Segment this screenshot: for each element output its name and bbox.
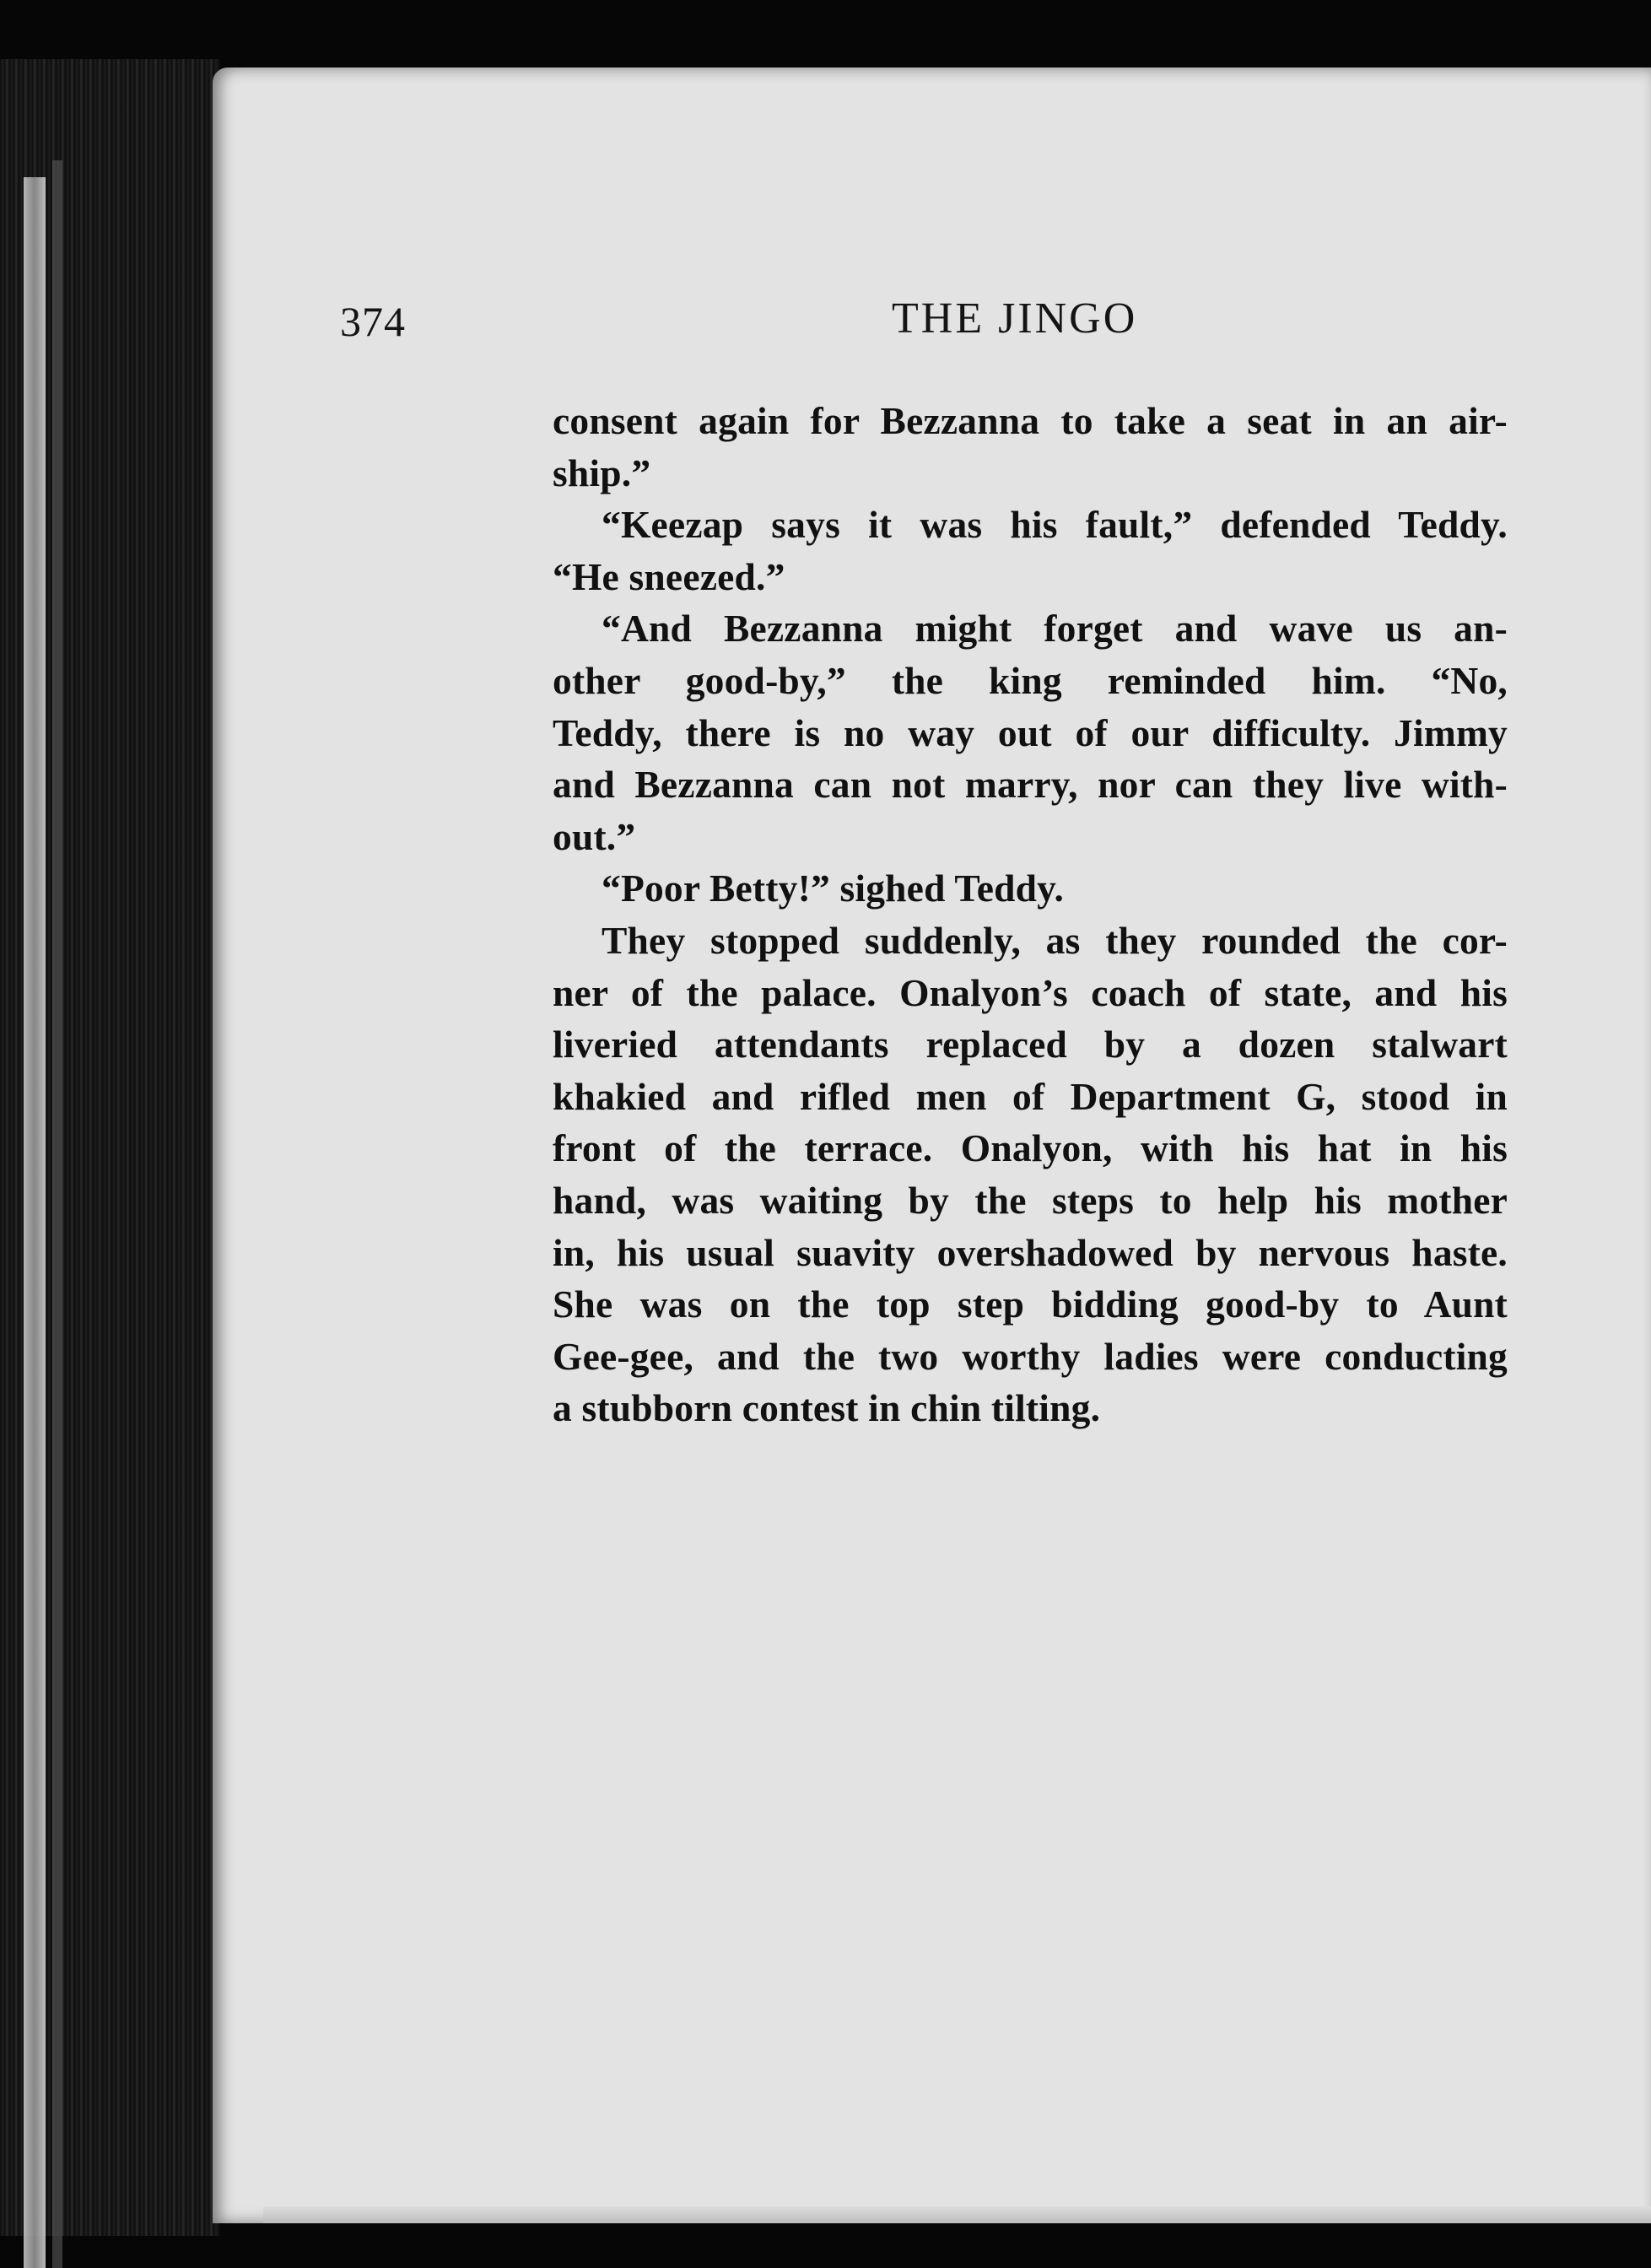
text-line: “Keezap says it was his fault,” defended Teddy. (602, 503, 1508, 547)
text-line: consent again for Bezzanna to take a seat in an air- (553, 399, 1508, 442)
text-line: liveried attendants replaced by a dozen stalwart (553, 1023, 1508, 1066)
text-line: a stubborn contest in chin tilting. (553, 1386, 1101, 1430)
body-text (553, 395, 1508, 1434)
text-line: Teddy, there is no way out of our difficulty. Jimmy (553, 710, 1508, 754)
text-line: hand, was waiting by the steps to help his mother (553, 1178, 1508, 1222)
spine-highlight (24, 177, 46, 2268)
page-number: 374 (340, 298, 406, 345)
running-head: THE JINGO (892, 294, 1138, 343)
text-line: and Bezzanna can not marry, nor can they live with- (553, 763, 1508, 807)
text-line: Gee-gee, and the two worthy ladies were conducting (553, 1334, 1508, 1378)
text-line: “He sneezed.” (553, 554, 785, 598)
spine-band (52, 160, 62, 2268)
text-line: khakied and rifled men of Department G, stood in (553, 1074, 1508, 1118)
text-line: They stopped suddenly, as they rounded the cor- (602, 918, 1508, 962)
text-line: “Poor Betty!” sighed Teddy. (602, 867, 1065, 910)
text-line: ner of the palace. Onalyon’s coach of state, and his (553, 970, 1508, 1014)
text-line: She was on the top step bidding good-by to Aunt (553, 1282, 1508, 1326)
text-line: ship.” (553, 451, 651, 494)
book-spine-edge (0, 59, 219, 2236)
text-line: other good-by,” the king reminded him. “No, (553, 658, 1508, 702)
text-line: in, his usual suavity overshadowed by nervous haste. (553, 1230, 1508, 1274)
text-line: “And Bezzanna might forget and wave us an- (602, 607, 1508, 651)
text-line: out.” (553, 814, 636, 858)
page-bottom-edge (263, 2206, 1651, 2223)
page-header (340, 294, 1504, 356)
text-line: front of the terrace. Onalyon, with his hat in his (553, 1126, 1508, 1170)
